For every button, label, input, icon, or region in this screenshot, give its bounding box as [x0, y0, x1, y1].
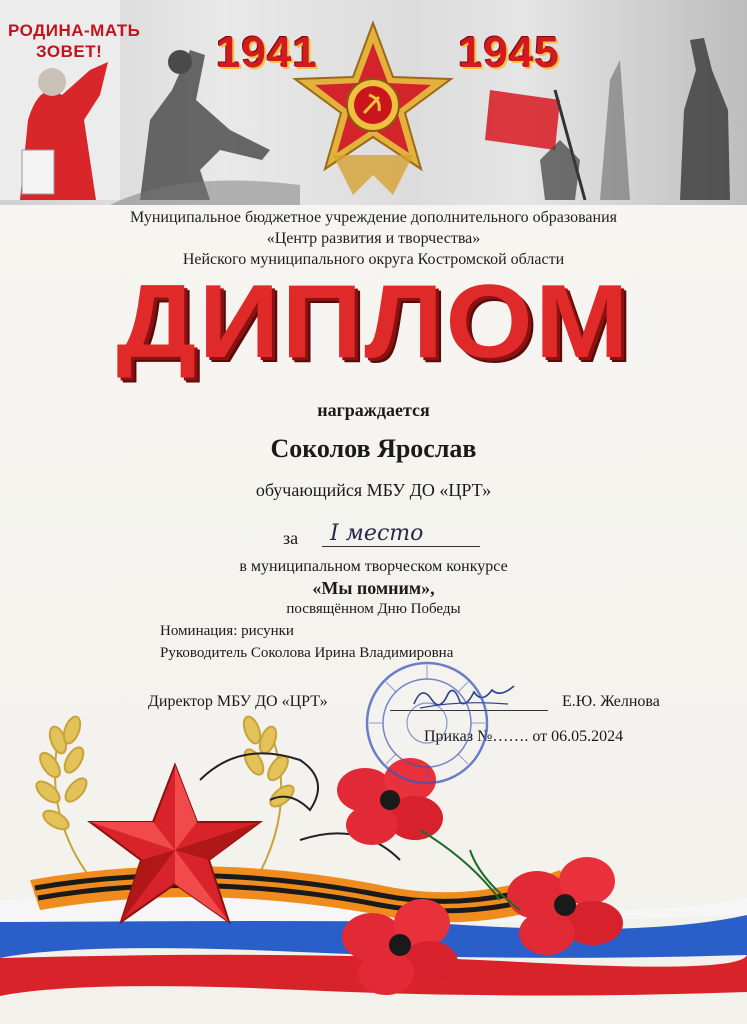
organization-line-3: Нейского муниципального округа Костромской области [182, 251, 565, 268]
recipient-name: Соколов Ярослав [270, 434, 477, 463]
contest-description: в муниципальном творческом конкурсе [239, 558, 508, 575]
organization-line-1: Муниципальное бюджетное учреждение дополнительного образования [129, 209, 617, 226]
recipient-role: обучающийся МБУ ДО «ЦРТ» [255, 480, 492, 500]
order-number: Приказ №……. от 06.05.2024 [424, 728, 624, 745]
poster-line-2: ЗОВЕТ! [36, 42, 103, 61]
year-start: 1941 [216, 28, 318, 77]
awarded-label: награждается [317, 400, 430, 420]
contest-name: «Мы помним», [312, 578, 435, 598]
poster-line-1: РОДИНА-МАТЬ [8, 21, 141, 40]
official-stamp [362, 658, 492, 788]
place-handwritten: I место [322, 522, 480, 547]
diploma-title: ДИПЛОМ [116, 264, 631, 380]
nomination: Номинация: рисунки [160, 623, 294, 639]
director-label: Директор МБУ ДО «ЦРТ» [148, 693, 328, 710]
poster-slogan [8, 20, 140, 62]
for-label [283, 528, 298, 549]
organization-line-2: «Центр развития и творчества» [266, 230, 481, 247]
poppy-flowers [337, 758, 623, 995]
year-end: 1945 [458, 28, 560, 77]
header-banner [0, 0, 747, 205]
contest-dedication: посвящённом Дню Победы [286, 601, 461, 617]
leader: Руководитель Соколова Ирина Владимировна [160, 645, 454, 661]
director-name: Е.Ю. Желнова [562, 693, 660, 710]
for-label-text: за [283, 528, 299, 548]
